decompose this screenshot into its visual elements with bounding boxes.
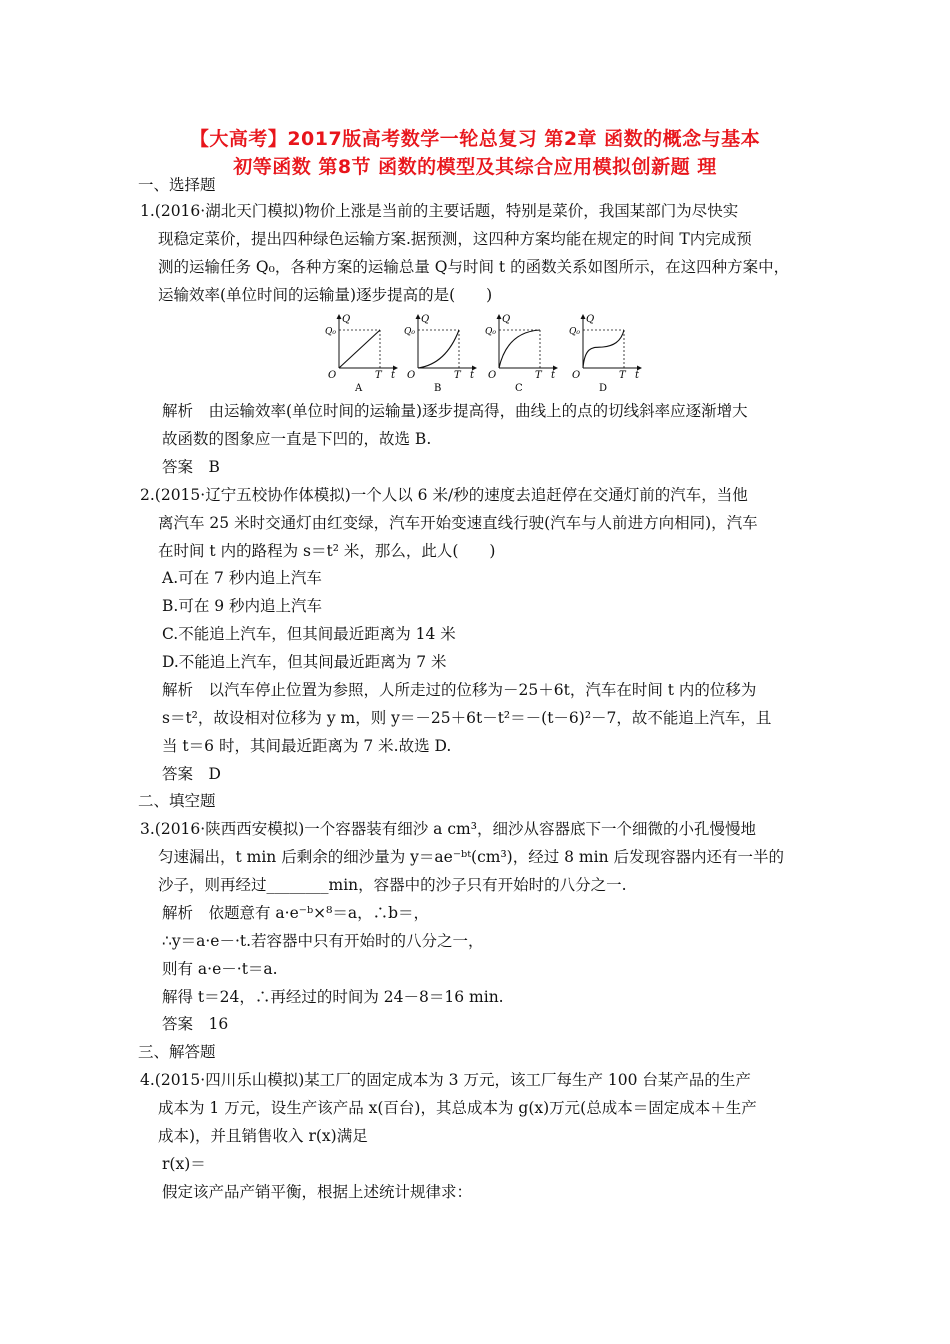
q2-analysis-1: 解析 以汽车停止位置为参照，人所走过的位移为－25＋6t，汽车在时间 t 内的位移为 [162, 681, 757, 699]
fig-b-t-axis: t [470, 370, 475, 381]
fig-a-t-axis: t [391, 370, 396, 381]
fig-c-q: Q [502, 314, 511, 325]
fig-d-label: D [599, 383, 608, 392]
fig-a-q0: Q₀ [325, 327, 336, 337]
q2-option-c: C.不能追上汽车，但其间最近距离为 14 米 [162, 625, 456, 643]
fig-c-q0: Q₀ [485, 327, 496, 337]
fig-c-label: C [515, 383, 523, 392]
figure-c [485, 312, 560, 392]
q3-line-1: 3.(2016·陕西西安模拟)一个容器装有细沙 a cm³，细沙从容器底下一个细微的小孔慢慢地 [140, 820, 756, 838]
q1-line-1: 1.(2016·湖北天门模拟)物价上涨是当前的主要话题，特别是菜价，我国某部门为尽快实 [140, 202, 739, 220]
title-line-2: 初等函数 第8节 函数的模型及其综合应用模拟创新题 理 [233, 156, 717, 178]
fig-c-origin: O [488, 370, 497, 381]
fig-a-origin: O [328, 370, 337, 381]
q2-line-1: 2.(2015·辽宁五校协作体模拟)一个人以 6 米/秒的速度去追赶停在交通灯前的汽车，当他 [140, 486, 748, 504]
q1-answer: 答案 B [162, 458, 220, 476]
fig-b-label: B [434, 383, 442, 392]
fig-d-origin: O [572, 370, 581, 381]
fig-a-q: Q [342, 314, 351, 325]
q2-option-b: B.可在 9 秒内追上汽车 [162, 597, 323, 615]
q2-line-3: 在时间 t 内的路程为 s＝t² 米，那么，此人( ) [158, 542, 496, 560]
fig-d-t-axis: t [635, 370, 640, 381]
q3-line-2: 匀速漏出，t min 后剩余的细沙量为 y＝ae⁻ᵇᵗ(cm³)，经过 8 min 后发现容器内还有一半的 [158, 848, 784, 866]
q2-line-2: 离汽车 25 米时交通灯由红变绿，汽车开始变速直线行驶(汽车与人前进方向相同)，汽车 [158, 514, 758, 532]
q1-figures [325, 312, 645, 392]
section-heading-choice: 一、选择题 [138, 176, 216, 194]
figure-b [404, 312, 479, 392]
fig-a-t-mark: T [375, 370, 382, 381]
q4-line-3: 成本)，并且销售收入 r(x)满足 [158, 1127, 368, 1145]
figure-a [325, 312, 400, 392]
section-heading-solve: 三、解答题 [138, 1043, 216, 1061]
q3-analysis-3: 则有 a·e－·t＝a. [162, 960, 278, 978]
fig-d-q: Q [586, 314, 595, 325]
q1-line-2: 现稳定菜价，提出四种绿色运输方案.据预测，这四种方案均能在规定的时间 T内完成预 [158, 230, 752, 248]
fig-b-q0: Q₀ [404, 327, 415, 337]
q3-answer: 答案 16 [162, 1015, 229, 1033]
title-line-1: 【大高考】2017版高考数学一轮总复习 第2章 函数的概念与基本 [189, 128, 761, 150]
q2-analysis-2: s＝t²，故设相对位移为 y m，则 y＝－25＋6t－t²＝－(t－6)²－7，故不能追上汽车，且 [162, 709, 772, 727]
q3-analysis-4: 解得 t＝24，∴再经过的时间为 24－8＝16 min. [162, 988, 504, 1006]
q3-analysis-2: ∴y＝a·e－·t.若容器中只有开始时的八分之一， [162, 932, 484, 950]
fig-d-t-mark: T [619, 370, 626, 381]
q1-analysis-1: 解析 由运输效率(单位时间的运输量)逐步提高得，曲线上的点的切线斜率应逐渐增大 [162, 402, 748, 420]
q1-line-3: 测的运输任务 Q₀，各种方案的运输总量 Q与时间 t 的函数关系如图所示，在这四种方案中， [158, 258, 790, 276]
q4-line-1: 4.(2015·四川乐山模拟)某工厂的固定成本为 3 万元，该工厂每生产 100 台某产品的生产 [140, 1071, 751, 1089]
fig-b-t-mark: T [454, 370, 461, 381]
fig-a-label: A [355, 383, 363, 392]
q3-analysis-1: 解析 依题意有 a·e⁻ᵇ×⁸＝a，∴b＝， [162, 904, 430, 922]
q2-answer: 答案 D [162, 765, 221, 783]
fig-b-q: Q [421, 314, 430, 325]
fig-c-t-mark: T [535, 370, 542, 381]
q1-line-4: 运输效率(单位时间的运输量)逐步提高的是( ) [158, 286, 493, 304]
section-heading-fill: 二、填空题 [138, 792, 216, 810]
figure-d [569, 312, 644, 392]
q2-option-d: D.不能追上汽车，但其间最近距离为 7 米 [162, 653, 447, 671]
q4-line-4: r(x)＝ [162, 1155, 206, 1173]
q2-option-a: A.可在 7 秒内追上汽车 [162, 569, 322, 587]
q4-line-2: 成本为 1 万元，设生产该产品 x(百台)，其总成本为 g(x)万元(总成本＝固定成本＋生产 [158, 1099, 757, 1117]
fig-b-origin: O [407, 370, 416, 381]
q2-analysis-3: 当 t＝6 时，其间最近距离为 7 米.故选 D. [162, 737, 452, 755]
q3-line-3: 沙子，则再经过________min，容器中的沙子只有开始时的八分之一. [158, 876, 627, 894]
q1-analysis-2: 故函数的图象应一直是下凹的，故选 B. [162, 430, 432, 448]
fig-c-t-axis: t [551, 370, 556, 381]
q4-line-5: 假定该产品产销平衡，根据上述统计规律求： [162, 1183, 473, 1201]
fig-d-q0: Q₀ [569, 327, 580, 337]
